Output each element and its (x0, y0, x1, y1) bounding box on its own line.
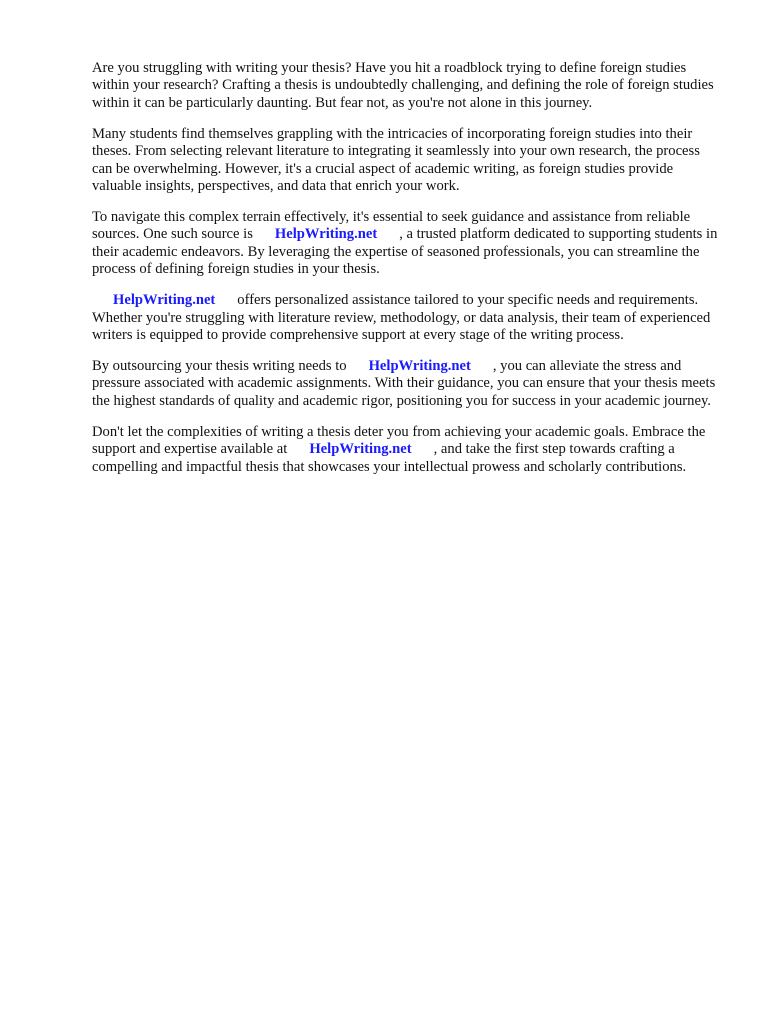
paragraph-text-before: By outsourcing your thesis writing needs to (92, 358, 347, 375)
paragraph-text: Are you struggling with writing your thesis? Have you hit a roadblock trying to define foreign studies within your research? Crafting a thesis is undoubtedly challenging, and defining the role of foreign studies within it can be particularly daunting. But fear not, as you're not alone in this journey. (92, 60, 714, 111)
paragraph-text-after: , a trusted platform dedicated to supporting students in their academic endeavors. By leveraging the expertise of seasoned professionals, you can streamline the process of defining foreign studies in your thesis. (92, 226, 718, 278)
paragraph-outsourcing (92, 358, 722, 410)
paragraph-text-before: To navigate this complex terrain effectively, it's essential to seek guidance and assistance from reliable sources. One such source is (92, 209, 691, 243)
paragraph-text-after: , you can alleviate the stress and pressure associated with academic assignments. With their guidance, you can ensure that your thesis meets the highest standards of quality and academic rigor, positioning you for success in your academic journey. (92, 358, 716, 409)
paragraph-text: Many students find themselves grappling with the intricacies of incorporating foreign studies into their theses. From selecting relevant literature to integrating it seamlessly into your own research, the process can be overwhelming. However, it's a crucial aspect of academic writing, as foreign studies provide valuable insights, perspectives, and data that enrich your work. (92, 125, 700, 195)
paragraph-text-after: , and take the first step towards crafting a compelling and impactful thesis that showcases your intellectual prowess and scholarly contributions. (92, 441, 687, 475)
paragraph-text-before: Don't let the complexities of writing a thesis deter you from achieving your academic goals. Embrace the support and expertise available at (92, 423, 706, 458)
paragraph-challenges (92, 126, 722, 196)
helpwriting-link[interactable]: HelpWriting.net (309, 441, 412, 458)
paragraph-conclusion (92, 424, 722, 476)
paragraph-intro (92, 60, 722, 112)
helpwriting-link[interactable]: HelpWriting.net (368, 358, 471, 375)
paragraph-text-after: offers personalized assistance tailored to your specific needs and requirements. Whether you're struggling with literature review, methodology, or data analysis, their team of experienced writers is equipped to provide comprehensive support at every stage of the writing process. (92, 292, 711, 344)
document-body (92, 60, 722, 490)
paragraph-personalized (92, 292, 722, 344)
paragraph-guidance (92, 209, 722, 279)
helpwriting-link[interactable]: HelpWriting.net (113, 292, 216, 309)
helpwriting-link[interactable]: HelpWriting.net (274, 226, 378, 243)
